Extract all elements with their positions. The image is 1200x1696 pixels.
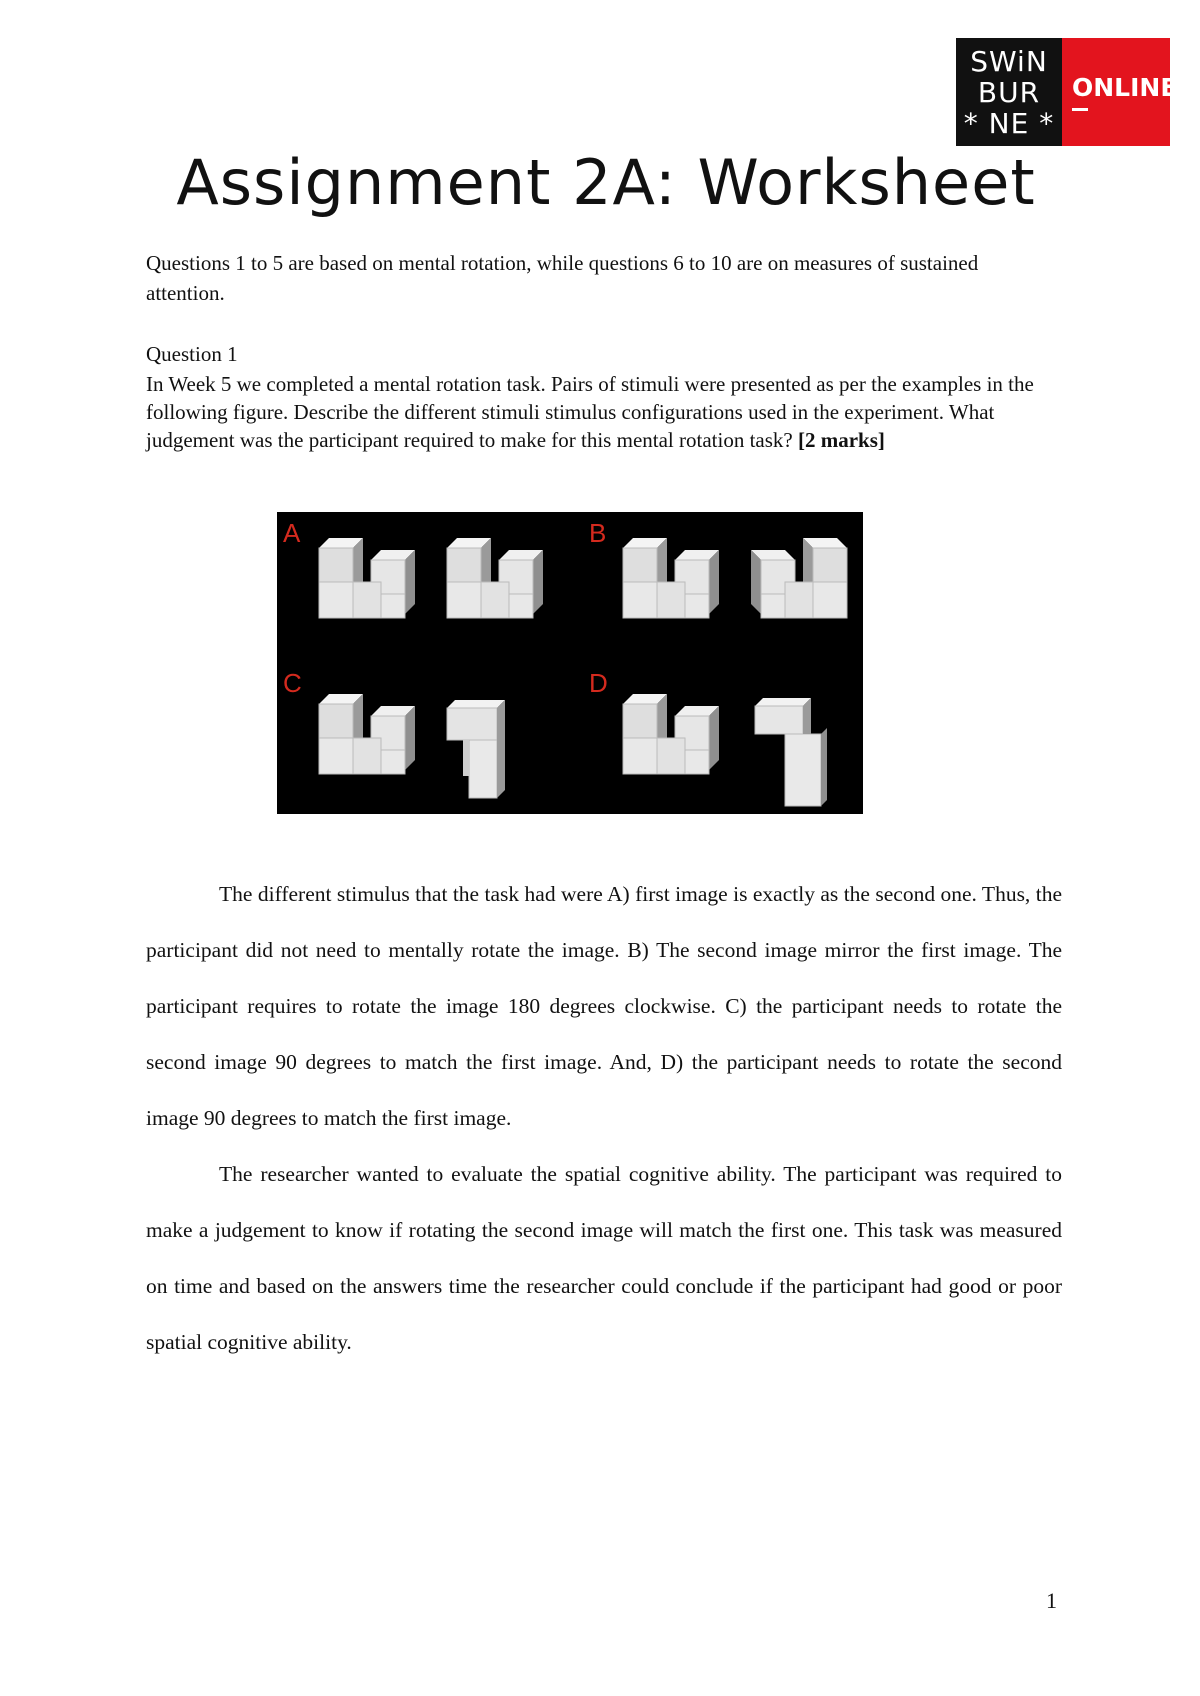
swinburne-online-logo (956, 38, 1178, 146)
answer-paragraph-1: The different stimulus that the task had were A) first image is exactly as the second one. Thus, the participant did not need to mentally rotate the image. B) The second image mirror the first image. The participant requires to rotate the image 180 degrees clockwise. C) the participant needs to rotate the second image 90 degrees to match the first image. And, D) the participant needs to rotate the second image 90 degrees to match the first image. (146, 882, 1062, 1130)
logo-line-1: SWiN (970, 44, 1048, 78)
intro-text: Questions 1 to 5 are based on mental rotation, while questions 6 to 10 are on measures of sustained attention. (146, 251, 979, 305)
panel-label-a: A (283, 518, 301, 548)
page-number: 1 (1046, 1588, 1057, 1613)
panel-a-right-shape (447, 538, 543, 618)
panel-label-b: B (589, 518, 607, 548)
panel-d-left-shape (623, 694, 719, 774)
logo-dash (1072, 108, 1088, 111)
logo-online-block (1062, 38, 1178, 146)
panel-b-left-shape (623, 538, 719, 618)
page-title: Assignment 2A: Worksheet (176, 146, 1036, 219)
panel-c-left-shape (319, 694, 415, 774)
question-text (146, 370, 1066, 454)
question-body: In Week 5 we completed a mental rotation task. Pairs of stimuli were presented as per the examples in the following figure. Describe the different stimuli stimulus configurations used in the experiment. What judgement was the participant required to make for this mental rotation task? (146, 372, 1034, 452)
logo-online-text: ONLINE (1072, 73, 1178, 102)
mental-rotation-stimuli (277, 512, 863, 814)
question-marks: [2 marks] (797, 428, 885, 452)
logo-wordmark (956, 38, 1062, 146)
panel-a-left-shape (319, 538, 415, 618)
panel-b-right-shape (751, 538, 847, 618)
logo-line-3: * NE * (963, 106, 1055, 140)
answer-paragraph-2: The researcher wanted to evaluate the spatial cognitive ability. The participant was required to make a judgement to know if rotating the second image will match the first one. This task was measured on time and based on the answers time the researcher could conclude if the participant had good or poor spatial cognitive ability. (146, 1162, 1062, 1354)
panel-c-right-shape (447, 700, 505, 798)
answer-text (146, 866, 1062, 1370)
panel-d-right-shape (755, 698, 827, 806)
mental-rotation-figure (277, 512, 863, 814)
panel-label-d: D (589, 668, 608, 698)
logo-line-2: BUR (977, 75, 1041, 109)
question-heading: Question 1 (146, 342, 238, 366)
panel-label-c: C (283, 668, 302, 698)
